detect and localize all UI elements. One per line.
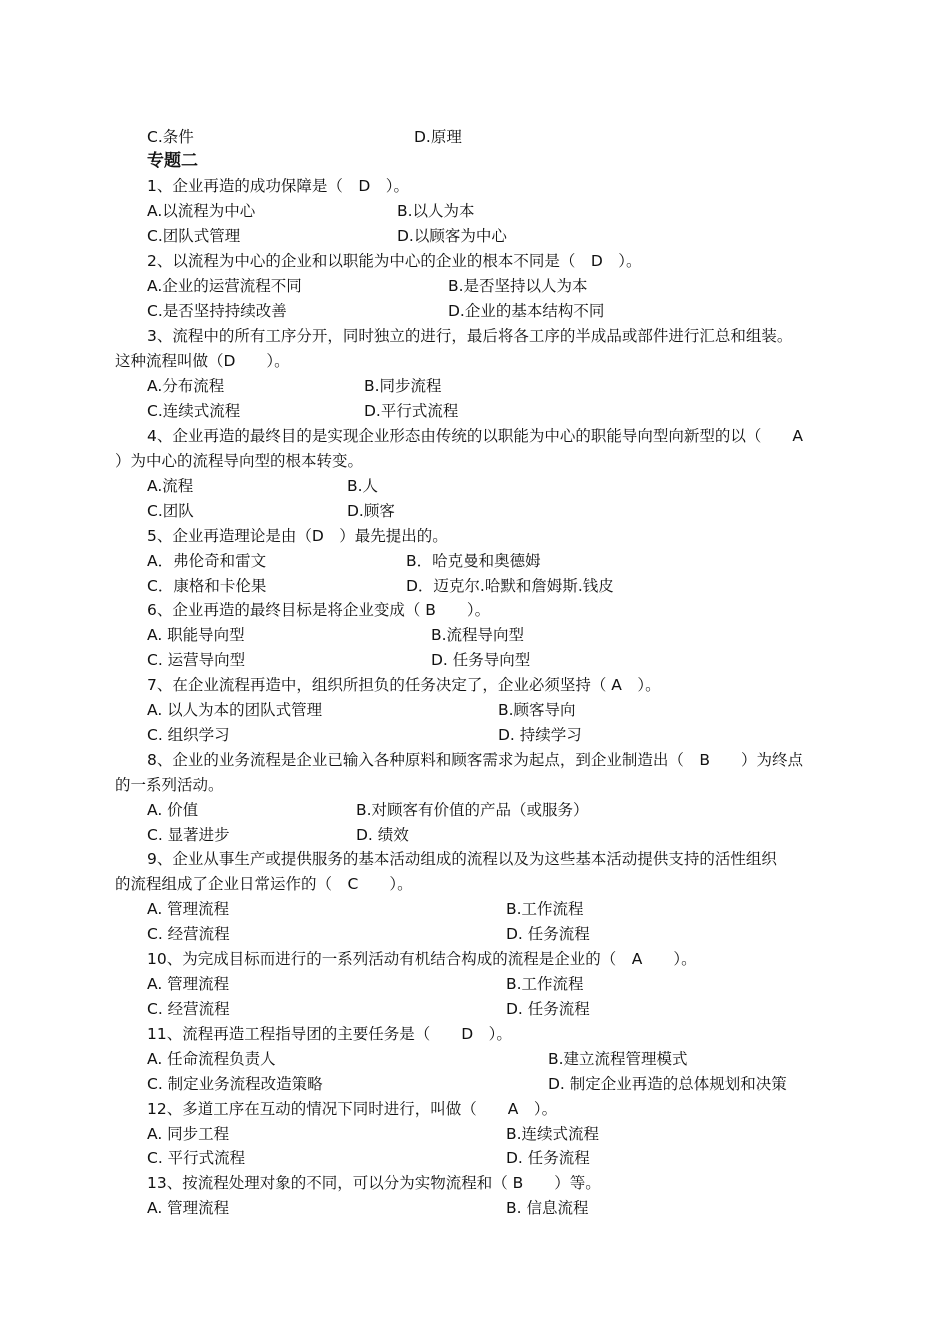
q8-option-c: C. 显著进步 — [147, 826, 230, 844]
q12-option-b: B.连续式流程 — [506, 1125, 600, 1143]
section-title: 专题二 — [147, 151, 198, 171]
question-9-text: 9、企业从事生产或提供服务的基本活动组成的流程以及为这些基本活动提供支持的活性组织 — [147, 850, 777, 868]
q7-option-a: A. 以人为本的团队式管理 — [147, 701, 323, 719]
q3-option-d: D.平行式流程 — [364, 402, 459, 420]
option-d: D.原理 — [414, 128, 462, 146]
q9-option-a: A. 管理流程 — [147, 900, 230, 918]
q7-option-c: C. 组织学习 — [147, 726, 230, 744]
option-c: C.条件 — [147, 128, 194, 146]
q5-option-a: A．弗伦奇和雷文 — [147, 552, 267, 570]
question-3-text: 3、流程中的所有工序分开，同时独立的进行，最后将各工序的半成品或部件进行汇总和组装。 — [147, 327, 793, 345]
q6-option-c: C. 运营导向型 — [147, 651, 246, 669]
q8-option-b: B.对顾客有价值的产品（或服务） — [356, 801, 589, 819]
question-4-text: 4、企业再造的最终目的是实现企业形态由传统的以职能为中心的职能导向型向新型的以（ A — [147, 427, 803, 445]
q10-option-c: C. 经营流程 — [147, 1000, 230, 1018]
q12-option-c: C. 平行式流程 — [147, 1149, 246, 1167]
q4-option-d: D.顾客 — [347, 502, 395, 520]
q1-option-a: A.以流程为中心 — [147, 202, 256, 220]
q2-option-a: A.企业的运营流程不同 — [147, 277, 302, 295]
q1-option-b: B.以人为本 — [397, 202, 475, 220]
q7-option-d: D. 持续学习 — [498, 726, 582, 744]
question-6-text: 6、企业再造的最终目标是将企业变成（ B ）。 — [147, 601, 491, 619]
q1-option-c: C.团队式管理 — [147, 227, 241, 245]
q6-option-b: B.流程导向型 — [431, 626, 525, 644]
q7-option-b: B.顾客导向 — [498, 701, 576, 719]
q4-option-c: C.团队 — [147, 502, 194, 520]
question-13-text: 13、按流程处理对象的不同，可以分为实物流程和（ B ）等。 — [147, 1174, 601, 1192]
q1-option-d: D.以顾客为中心 — [397, 227, 507, 245]
q9-option-c: C. 经营流程 — [147, 925, 230, 943]
question-8-text-cont: 的一系列活动。 — [115, 776, 224, 794]
question-2-text: 2、以流程为中心的企业和以职能为中心的企业的根本不同是（ D ）。 — [147, 252, 642, 270]
question-1-text: 1、企业再造的成功保障是（ D ）。 — [147, 177, 410, 195]
q12-option-a: A. 同步工程 — [147, 1125, 230, 1143]
q5-option-d: D．迈克尔.哈默和詹姆斯.钱皮 — [406, 577, 614, 595]
q3-option-a: A.分布流程 — [147, 377, 225, 395]
question-3-text-cont: 这种流程叫做（D ）。 — [115, 352, 290, 370]
q4-option-b: B.人 — [347, 477, 379, 495]
q12-option-d: D. 任务流程 — [506, 1149, 590, 1167]
q8-option-d: D. 绩效 — [356, 826, 409, 844]
q2-option-d: D.企业的基本结构不同 — [448, 302, 605, 320]
q2-option-b: B.是否坚持以人为本 — [448, 277, 588, 295]
q2-option-c: C.是否坚持持续改善 — [147, 302, 287, 320]
q10-option-b: B.工作流程 — [506, 975, 584, 993]
q11-option-b: B.建立流程管理模式 — [548, 1050, 688, 1068]
q5-option-c: C．康格和卡伦果 — [147, 577, 267, 595]
question-9-text-cont: 的流程组成了企业日常运作的（ C ）。 — [115, 875, 413, 893]
q4-option-a: A.流程 — [147, 477, 194, 495]
q9-option-d: D. 任务流程 — [506, 925, 590, 943]
question-8-text: 8、企业的业务流程是企业已输入各种原料和顾客需求为起点，到企业制造出（ B ）为终点 — [147, 751, 803, 769]
q6-option-a: A. 职能导向型 — [147, 626, 245, 644]
q5-option-b: B．哈克曼和奥德姆 — [406, 552, 541, 570]
q11-option-c: C. 制定业务流程改造策略 — [147, 1075, 323, 1093]
question-11-text: 11、流程再造工程指导团的主要任务是（ D ）。 — [147, 1025, 512, 1043]
q6-option-d: D. 任务导向型 — [431, 651, 531, 669]
q13-option-a: A. 管理流程 — [147, 1199, 230, 1217]
q9-option-b: B.工作流程 — [506, 900, 584, 918]
q8-option-a: A. 价值 — [147, 801, 199, 819]
question-5-text: 5、企业再造理论是由（D ）最先提出的。 — [147, 527, 448, 545]
q11-option-a: A. 任命流程负责人 — [147, 1050, 276, 1068]
q3-option-b: B.同步流程 — [364, 377, 442, 395]
question-10-text: 10、为完成目标而进行的一系列活动有机结合构成的流程是企业的（ A ）。 — [147, 950, 697, 968]
q10-option-a: A. 管理流程 — [147, 975, 230, 993]
q10-option-d: D. 任务流程 — [506, 1000, 590, 1018]
question-12-text: 12、多道工序在互动的情况下同时进行，叫做（ A ）。 — [147, 1100, 558, 1118]
q3-option-c: C.连续式流程 — [147, 402, 241, 420]
q13-option-b: B. 信息流程 — [506, 1199, 589, 1217]
question-7-text: 7、在企业流程再造中，组织所担负的任务决定了，企业必须坚持（ A ）。 — [147, 676, 661, 694]
question-4-text-cont: ）为中心的流程导向型的根本转变。 — [115, 452, 364, 470]
q11-option-d: D. 制定企业再造的总体规划和决策 — [548, 1075, 787, 1093]
